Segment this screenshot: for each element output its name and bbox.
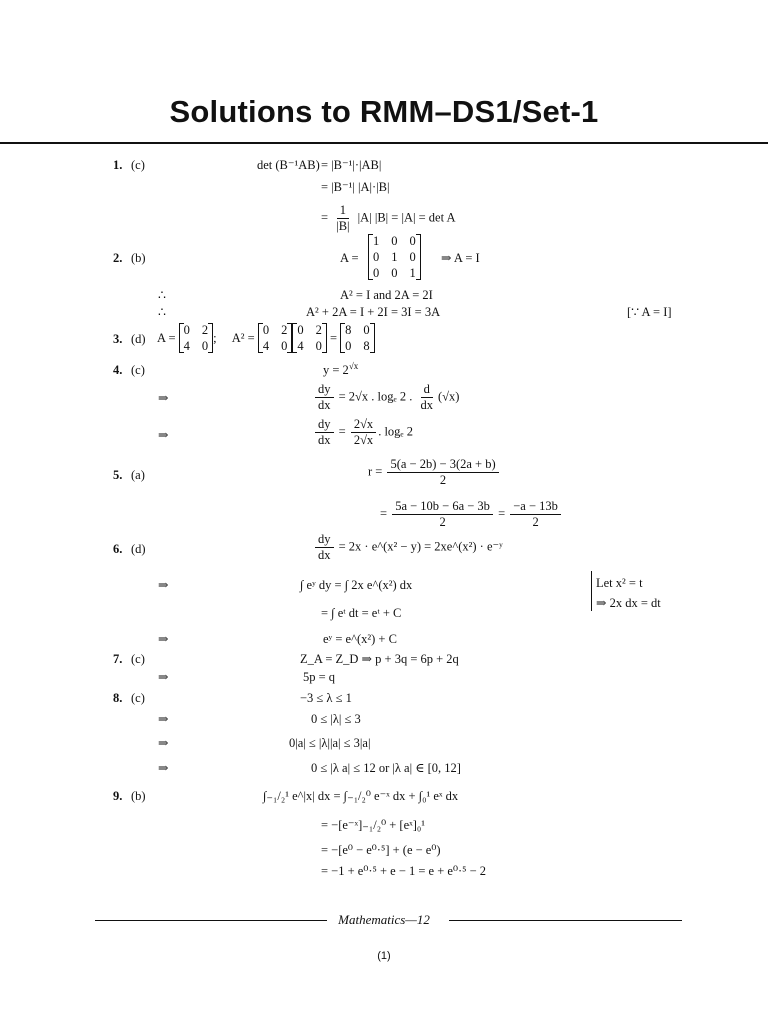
- q1-lhs: det (B⁻¹AB): [257, 158, 320, 172]
- matrix-cell: 4: [262, 339, 270, 353]
- q6-implies-2: ⇒: [158, 632, 169, 646]
- matrix-cell: 0: [391, 266, 398, 280]
- q4-implies-2: ⇒: [158, 428, 169, 442]
- matrix-cell: 2: [315, 323, 322, 337]
- q9-line1: ∫₋₁/₂¹ e^|x| dx = ∫₋₁/₂⁰ e⁻ˣ dx + ∫₀¹ eˣ dx: [263, 789, 459, 803]
- q7-implies: ⇒: [158, 670, 169, 684]
- q1-line3-rest: |A| |B| = |A| = det A: [357, 210, 456, 225]
- q5-num1: 5(a − 2b) − 3(2a + b): [387, 458, 498, 473]
- matrix-cell: 0: [262, 323, 270, 337]
- q5-line1: [368, 458, 501, 487]
- matrix-cell: 0: [409, 250, 416, 264]
- q6-result: eʸ = e^(x²) + C: [323, 632, 397, 646]
- q8-line1: −3 ≤ λ ≤ 1: [300, 691, 352, 705]
- q9-line2: = −[e⁻ˣ]₋₁/₂⁰ + [eˣ]₀¹: [321, 818, 425, 832]
- q6-line0-rhs: = 2x · e^(x² − y) = 2xe^(x²) · e⁻ʸ: [338, 539, 503, 554]
- matrix-cell: 0: [201, 339, 209, 353]
- q6-line1: ∫ eʸ dy = ∫ 2x e^(x²) dx: [300, 578, 413, 592]
- q2-number: 2.: [113, 251, 123, 265]
- q2-therefore-1: ∴: [158, 288, 166, 302]
- matrix-cell: 8: [363, 339, 370, 353]
- q5-line2: = $\frac{5a - 10b - 6a - 3b}{2}$ = $\frac{-a - 13b}{2}$: [380, 500, 563, 529]
- q2-matrix: [368, 234, 421, 280]
- q4-dy: dy: [315, 418, 334, 433]
- footer-subject: Mathematics—12: [338, 912, 430, 927]
- q1-frac-den: |B|: [336, 219, 350, 233]
- matrix-cell: 0: [391, 234, 398, 248]
- matrix-a: [179, 323, 217, 353]
- q3-a2-label: A² =: [231, 331, 255, 345]
- q6-answer: (d): [131, 542, 146, 556]
- page-number: (1): [377, 950, 391, 962]
- q3-expression: [157, 323, 375, 353]
- q2-line2: A² + 2A = I + 2I = 3I = 3A: [306, 305, 441, 319]
- q5-den3: 2: [532, 515, 539, 529]
- q2-line1: A² = I and 2A = 2I: [340, 288, 433, 302]
- matrix-a-left: [258, 323, 293, 353]
- title-rule: [0, 142, 768, 144]
- q4-line2-num: 2√x: [351, 418, 376, 433]
- matrix-cell: 0: [315, 339, 322, 353]
- q7-answer: (c): [131, 652, 145, 666]
- q5-number: 5.: [113, 468, 123, 482]
- matrix-cell: 0: [297, 323, 304, 337]
- q6-hint-2: ⇒ 2x dx = dt: [596, 596, 661, 610]
- q9-answer: (b): [131, 789, 146, 803]
- q4-line1: [313, 383, 459, 412]
- footer-rule-right: [449, 920, 682, 921]
- q7-number: 7.: [113, 652, 123, 666]
- q1-line3: = $\frac{1}{|B|}$ |A| |B| = |A| = det A: [321, 203, 456, 233]
- q7-line2: 5p = q: [303, 670, 336, 684]
- q1-line1: = |B⁻¹|·|AB|: [321, 158, 382, 172]
- q4-dy: dy: [315, 383, 334, 398]
- q4-line1-rhs: = 2√x . logₑ 2 .: [338, 389, 416, 404]
- q8-line4: 0 ≤ |λ a| ≤ 12 or |λ a| ∈ [0, 12]: [311, 761, 461, 775]
- q5-den2: 2: [439, 515, 446, 529]
- q8-answer: (c): [131, 691, 145, 705]
- matrix-cell: 0: [409, 234, 416, 248]
- q7-line1: Z_A = Z_D ⇒ p + 3q = 6p + 2q: [300, 652, 459, 666]
- q1-frac-num: 1: [337, 204, 349, 219]
- matrix-cell: 0: [345, 339, 352, 353]
- q8-number: 8.: [113, 691, 123, 705]
- matrix-result: [340, 323, 375, 353]
- q9-number: 9.: [113, 789, 123, 803]
- q9-line4: = −1 + e⁰·⁵ + e − 1 = e + e⁰·⁵ − 2: [321, 864, 487, 878]
- q8-implies-1: ⇒: [158, 712, 169, 726]
- matrix-cell: 1: [391, 250, 398, 264]
- q6-line0: [313, 533, 503, 562]
- q3-equals: =: [329, 331, 338, 345]
- q6-implies-1: ⇒: [158, 578, 169, 592]
- q6-line2: = ∫ eᵗ dt = eᵗ + C: [321, 606, 402, 620]
- q8-implies-3: ⇒: [158, 761, 169, 775]
- matrix-cell: 8: [345, 323, 352, 337]
- q5-lhs: r =: [368, 464, 383, 479]
- q4-line0: [323, 360, 359, 377]
- q3-a-label: A =: [157, 331, 176, 345]
- q2-answer: (b): [131, 251, 146, 265]
- matrix-cell: 0: [363, 323, 370, 337]
- q4-line1-end: (√x): [437, 389, 460, 404]
- q6-number: 6.: [113, 542, 123, 556]
- q5-den1: 2: [439, 473, 447, 487]
- q4-line2-end: . logₑ 2: [378, 424, 413, 439]
- q6-dx: dx: [318, 548, 331, 562]
- matrix-cell: 0: [183, 323, 190, 337]
- q3-number: 3.: [113, 332, 123, 346]
- q4-number: 4.: [113, 363, 123, 377]
- q3-answer: (d): [131, 332, 146, 346]
- q8-line2: 0 ≤ |λ| ≤ 3: [311, 712, 361, 726]
- matrix-cell: 4: [183, 339, 190, 353]
- q2-implies: ⇒ A = I: [441, 251, 480, 265]
- q2-lhs: A =: [340, 251, 359, 265]
- q8-implies-2: ⇒: [158, 736, 169, 750]
- q5-num3: −a − 13b: [510, 500, 561, 515]
- matrix-cell: 2: [281, 323, 288, 337]
- q2-note: [∵ A = I]: [627, 305, 672, 319]
- q4-line2: $\frac{dy}{dx}$ = $\frac{2√x}{2√x}$ . logₑ 2: [313, 418, 413, 447]
- q1-answer: (c): [131, 158, 145, 172]
- q4-dx: dx: [318, 398, 331, 412]
- q4-implies-1: ⇒: [158, 391, 169, 405]
- q4-dx: dx: [318, 433, 331, 447]
- q4-line2-den: 2√x: [353, 433, 374, 447]
- matrix-cell: 1: [409, 266, 416, 280]
- identity-matrix: [368, 234, 421, 280]
- q8-line3: 0|a| ≤ |λ||a| ≤ 3|a|: [289, 736, 371, 750]
- q4-ddx: dx: [420, 398, 433, 412]
- q5-num2: 5a − 10b − 6a − 3b: [392, 500, 493, 515]
- q4-answer: (c): [131, 363, 145, 377]
- matrix-cell: 0: [281, 339, 288, 353]
- q2-therefore-2: ∴: [158, 305, 166, 319]
- q9-line3: = −[e⁰ − e⁰·⁵] + (e − e⁰): [321, 843, 441, 857]
- hint-box: [591, 571, 592, 611]
- matrix-cell: 0: [373, 250, 380, 264]
- q6-dy: dy: [315, 533, 334, 548]
- matrix-cell: 1: [373, 234, 380, 248]
- q5-answer: (a): [131, 468, 145, 482]
- q3-separator: ;: [213, 331, 217, 345]
- q1-number: 1.: [113, 158, 123, 172]
- matrix-cell: 4: [297, 339, 304, 353]
- matrix-cell: 2: [201, 323, 209, 337]
- page-title: Solutions to RMM–DS1/Set-1: [169, 94, 599, 129]
- q4-line0-base: y = 2: [323, 363, 349, 377]
- q6-hint-1: Let x² = t: [596, 576, 643, 590]
- matrix-cell: 0: [373, 266, 380, 280]
- q1-line2: = |B⁻¹| |A|·|B|: [321, 180, 390, 194]
- matrix-a-right: [292, 323, 327, 353]
- q4-line0-exp: √x: [348, 360, 359, 371]
- q4-d: d: [421, 383, 433, 398]
